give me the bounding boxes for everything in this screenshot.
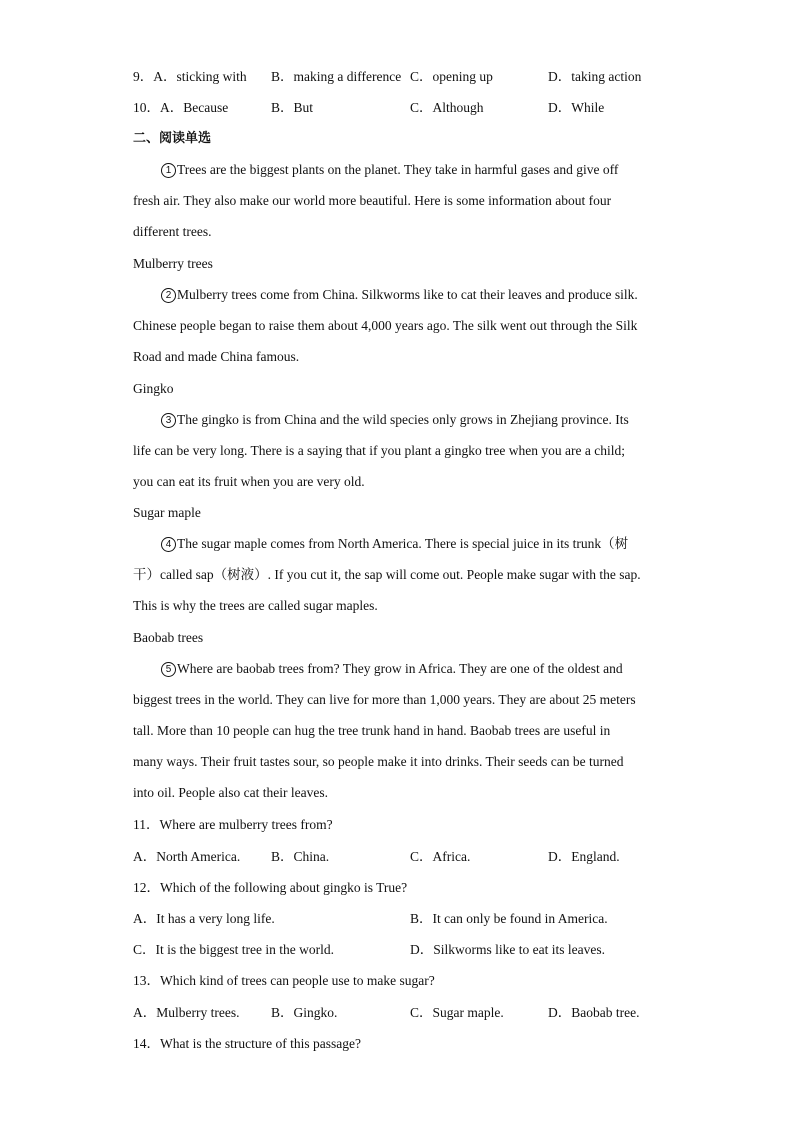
subheading-sugar-maple: Sugar maple (133, 505, 201, 520)
question-10-option-d: D．While (548, 100, 605, 115)
question-12-stem: 12．Which of the following about gingko is True? (133, 880, 408, 895)
paragraph-number-icon: 3 (161, 413, 176, 428)
passage-paragraph-1: 1 Trees are the biggest plants on the planet. They take in harmful gases and give off fresh air. They also make our world more beautiful. Here is some information about four different trees. (133, 162, 619, 239)
question-11-option-c: C．Africa. (410, 849, 471, 864)
question-9-option-a: 9．A．sticking with (133, 69, 247, 84)
question-11-stem: 11．Where are mulberry trees from? (133, 817, 333, 832)
question-10-option-b: B．But (271, 100, 314, 115)
question-10-option-a: 10．A．Because (133, 100, 229, 115)
passage-paragraph-3: 3 The gingko is from China and the wild species only grows in Zhejiang province. Its life can be very long. There is a saying that if you plant a gingko tree when you are a child; you can eat its fruit when you are very old. (133, 412, 629, 489)
paragraph-number-icon: 4 (161, 537, 176, 552)
passage-paragraph-5: 5 Where are baobab trees from? They grow in Africa. They are one of the oldest and biggest trees in the world. They can live for more than 1,000 years. They are about 25 meters tall. More than 10 people can hug the tree trunk hand in hand. Baobab trees are useful in many ways. Their fruit tastes sour, so people make it into drinks. Their seeds can be turned into oil. People also cat their leaves. (133, 661, 636, 800)
question-12-option-a: A．It has a very long life. (133, 911, 275, 926)
section-title: 二、阅读单选 (133, 131, 212, 146)
passage-paragraph-2: 2 Mulberry trees come from China. Silkworms like to cat their leaves and produce silk. Chinese people began to raise them about 4,000 years ago. The silk went out through the Silk Road and made China famous. (133, 287, 638, 364)
subheading-gingko: Gingko (133, 381, 174, 396)
question-13-option-c: C．Sugar maple. (410, 1005, 504, 1020)
paragraph-number-icon: 5 (161, 662, 176, 677)
question-13-stem: 13．Which kind of trees can people use to make sugar? (133, 973, 435, 988)
paragraph-number-icon: 2 (161, 288, 176, 303)
question-10-option-c: C．Although (410, 100, 484, 115)
question-11-option-d: D．England. (548, 849, 620, 864)
question-13-option-d: D．Baobab tree. (548, 1005, 640, 1020)
question-13-option-a: A．Mulberry trees. (133, 1005, 240, 1020)
question-12-option-b: B．It can only be found in America. (410, 911, 608, 926)
question-12-option-d: D．Silkworms like to eat its leaves. (410, 942, 605, 957)
question-11-option-b: B．China. (271, 849, 330, 864)
question-9-option-c: C．opening up (410, 69, 493, 84)
question-9-option-b: B．making a difference (271, 69, 402, 84)
subheading-baobab: Baobab trees (133, 630, 204, 645)
question-11-option-a: A．North America. (133, 849, 241, 864)
question-12-option-c: C．It is the biggest tree in the world. (133, 942, 334, 957)
question-9-option-d: D．taking action (548, 69, 642, 84)
subheading-mulberry: Mulberry trees (133, 256, 213, 271)
passage-paragraph-4: 4 The sugar maple comes from North America. There is special juice in its trunk（树 干）called sap（树液）. If you cut it, the sap will come out. People make sugar with the sap. This is why the trees are called sugar maples. (133, 536, 641, 613)
question-14-stem: 14．What is the structure of this passage? (133, 1036, 361, 1051)
question-13-option-b: B．Gingko. (271, 1005, 338, 1020)
paragraph-number-icon: 1 (161, 163, 176, 178)
